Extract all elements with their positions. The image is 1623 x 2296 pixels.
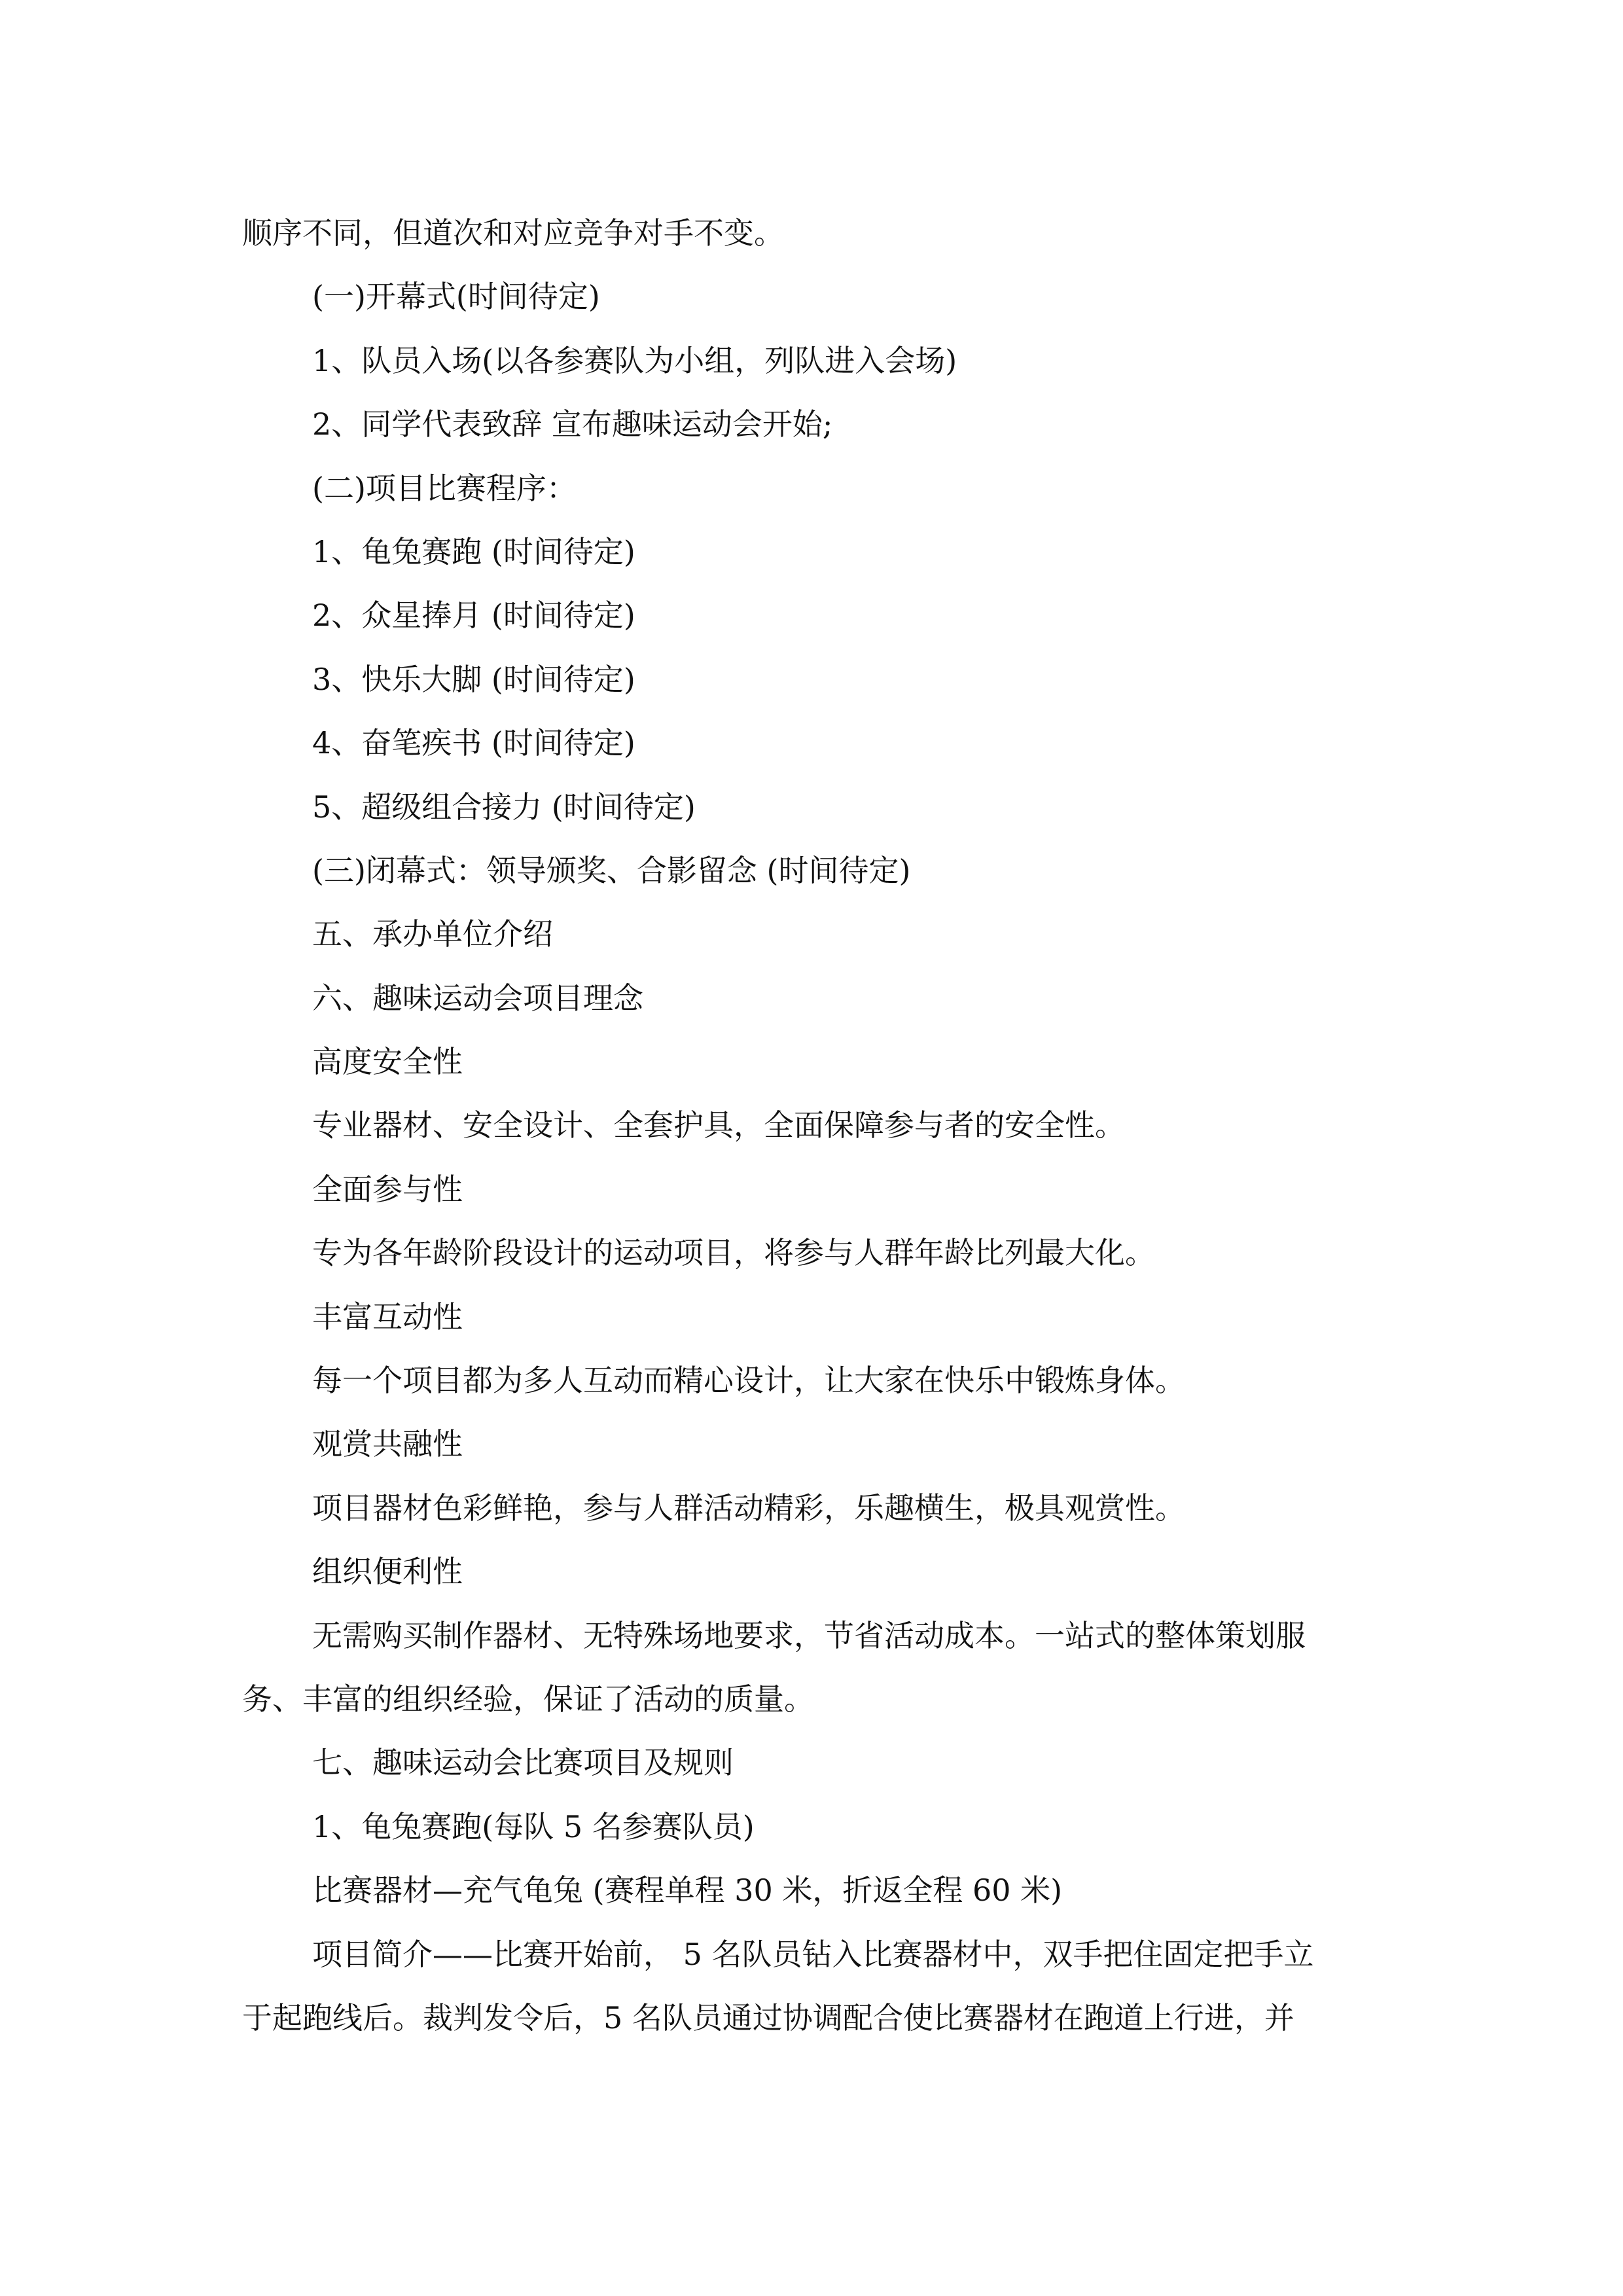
text-line: 1、队员入场(以各参赛队为小组，列队进入会场) (312, 342, 957, 378)
text-line: 专业器材、安全设计、全套护具，全面保障参与者的安全性。 (312, 1107, 1125, 1143)
text-line: (二)项目比赛程序： (312, 470, 577, 506)
subheading: 全面参与性 (312, 1171, 463, 1207)
text-line: (一)开幕式(时间待定) (312, 279, 600, 315)
text-line: 于起跑线后。裁判发令后，5 名队员通过协调配合使比赛器材在跑道上行进，并 (242, 2000, 1294, 2036)
text-line: 4、奋笔疾书 (时间待定) (312, 725, 635, 761)
text-line: 顺序不同，但道次和对应竞争对手不变。 (242, 215, 784, 251)
document-body (242, 202, 1381, 2050)
section-heading: 七、趣味运动会比赛项目及规则 (312, 1745, 734, 1781)
section-heading: 五、承办单位介绍 (312, 916, 553, 952)
text-line: 无需购买制作器材、无特殊场地要求，节省活动成本。一站式的整体策划服 (312, 1617, 1306, 1653)
text-line: 2、同学代表致辞 宣布趣味运动会开始; (312, 406, 833, 442)
text-line: 项目器材色彩鲜艳，参与人群活动精彩，乐趣横生，极具观赏性。 (312, 1490, 1185, 1526)
text-line: 每一个项目都为多人互动而精心设计，让大家在快乐中锻炼身体。 (312, 1363, 1185, 1399)
subheading: 组织便利性 (312, 1554, 463, 1590)
text-line: 5、超级组合接力 (时间待定) (312, 789, 696, 825)
text-line: 比赛器材—充气龟兔 (赛程单程 30 米，折返全程 60 米) (312, 1873, 1063, 1909)
text-line: 1、龟兔赛跑 (时间待定) (312, 533, 635, 569)
text-line: 专为各年龄阶段设计的运动项目，将参与人群年龄比列最大化。 (312, 1235, 1155, 1271)
subheading: 观赏共融性 (312, 1426, 463, 1462)
text-line: 2、众星捧月 (时间待定) (312, 598, 635, 634)
text-line: 1、龟兔赛跑(每队 5 名参赛队员) (312, 1808, 755, 1844)
subheading: 高度安全性 (312, 1044, 463, 1080)
subheading: 丰富互动性 (312, 1299, 463, 1335)
text-line: 项目简介——比赛开始前， 5 名队员钻入比赛器材中，双手把住固定把手立 (312, 1936, 1314, 1972)
text-line: (三)闭幕式：领导颁奖、合影留念 (时间待定) (312, 852, 911, 888)
section-heading: 六、趣味运动会项目理念 (312, 980, 643, 1016)
text-line: 3、快乐大脚 (时间待定) (312, 661, 635, 697)
text-line: 务、丰富的组织经验，保证了活动的质量。 (242, 1681, 814, 1717)
